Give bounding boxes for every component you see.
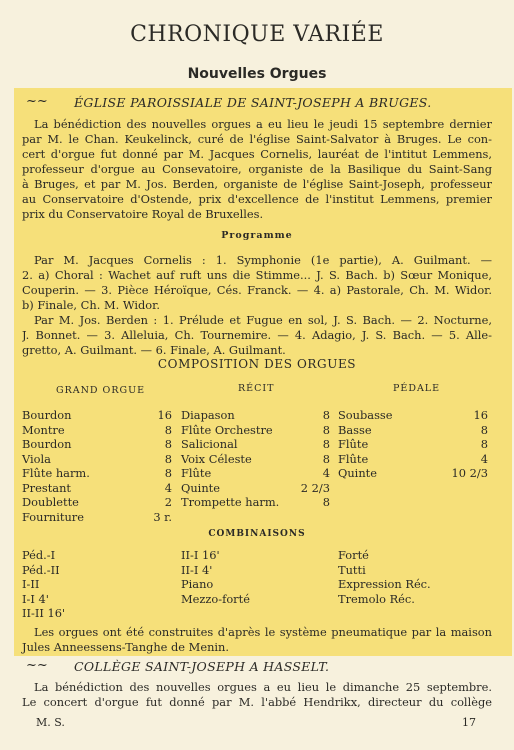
recit-stop-size: 2 2/3 xyxy=(300,480,330,495)
combinaison-item: Péd.-II xyxy=(22,562,60,577)
grand-orgue-stop-size: 16 xyxy=(157,408,172,422)
intro-line: professeur d'orgue au Consevatoire, organiste de la Basilique du Saint-Sang xyxy=(22,162,492,176)
closing-line: Jules Anneessens-Tanghe de Menin. xyxy=(22,640,230,654)
recit-stop-name: Flûte xyxy=(181,466,212,480)
grand-orgue-stop-size: 3 r. xyxy=(153,509,172,524)
grand-orgue-stop-name: Montre xyxy=(22,422,65,437)
programme-line: J. Bonnet. — 3. Alleluia, Ch. Tournemire. — 4. Adagio, J. S. Bach. — 5. Alle- xyxy=(22,328,492,342)
column-head-pedale: PÉDALE xyxy=(393,383,441,394)
recit-stop-size: 8 xyxy=(322,451,330,466)
grand-orgue-stop-size: 2 xyxy=(164,495,172,509)
recit-stop-name: Quinte xyxy=(181,480,220,495)
recit-stop-name: Salicional xyxy=(181,437,238,451)
ornament-swash-icon: ~~ xyxy=(26,94,48,109)
section-heading-hasselt: COLLÈGE SAINT-JOSEPH A HASSELT. xyxy=(74,659,330,674)
grand-orgue-stop-name: Doublette xyxy=(22,495,79,509)
recit-stop-name: Trompette harm. xyxy=(181,495,280,509)
programme-line: b) Finale, Ch. M. Widor. xyxy=(22,298,160,312)
pedale-stop-name: Soubasse xyxy=(338,408,393,422)
intro-line: par M. le Chan. Keukelinck, curé de l'église Saint-Salvator à Bruges. Le con- xyxy=(22,132,492,146)
recit-stop-size: 8 xyxy=(322,408,330,422)
section-heading-bruges: ÉGLISE PAROISSIALE DE SAINT-JOSEPH A BRUGES. xyxy=(74,95,432,110)
intro-line: cert d'orgue fut donné par M. Jacques Cornelis, lauréat de l'intitut Lemmens, xyxy=(22,147,492,161)
programme-line: Par M. Jos. Berden : 1. Prélude et Fugue en sol, J. S. Bach. — 2. Nocturne, xyxy=(34,313,492,327)
combinaison-item: II-I 16' xyxy=(181,548,220,562)
column-head-recit: RÉCIT xyxy=(238,383,275,394)
pedale-stop-size: 16 xyxy=(473,408,488,422)
recit-stop-name: Flûte Orchestre xyxy=(181,422,273,437)
combinaison-item: I-II xyxy=(22,577,40,591)
combinaison-item: Mezzo-forté xyxy=(181,591,250,606)
grand-orgue-stop-name: Flûte harm. xyxy=(22,466,90,480)
combinaison-item: Péd.-I xyxy=(22,548,56,562)
programme-line: gretto, A. Guilmant. — 6. Finale, A. Guilmant. xyxy=(22,343,286,357)
recit-stop-size: 4 xyxy=(322,466,330,480)
grand-orgue-stop-size: 8 xyxy=(164,437,172,451)
page-title: CHRONIQUE VARIÉE xyxy=(130,22,384,47)
grand-orgue-stop-size: 8 xyxy=(164,422,172,437)
combinaison-item: Forté xyxy=(338,548,369,562)
grand-orgue-stop-name: Bourdon xyxy=(22,437,72,451)
combinaison-item: Piano xyxy=(181,577,214,591)
intro-line: au Conservatoire d'Ostende, prix d'excellence de l'institut Lemmens, premier xyxy=(22,192,492,206)
hasselt-line: Le concert d'orgue fut donné par M. l'abbé Hendrikx, directeur du collège xyxy=(22,695,492,709)
combinaison-item: Tremolo Réc. xyxy=(338,591,415,606)
recit-stop-name: Voix Céleste xyxy=(181,451,252,466)
column-head-grand-orgue: GRAND ORGUE xyxy=(56,385,146,396)
pedale-stop-size: 10 2/3 xyxy=(451,466,488,480)
pedale-stop-size: 4 xyxy=(480,451,488,466)
grand-orgue-stop-name: Bourdon xyxy=(22,408,72,422)
recit-stop-size: 8 xyxy=(322,422,330,437)
combinaison-item: Expression Réc. xyxy=(338,577,431,591)
recit-stop-size: 8 xyxy=(322,495,330,509)
programme-title: Programme xyxy=(221,230,293,241)
hasselt-line: La bénédiction des nouvelles orgues a eu lieu le dimanche 25 septembre. xyxy=(34,680,492,694)
combinaisons-title: COMBINAISONS xyxy=(208,529,306,539)
grand-orgue-stop-size: 4 xyxy=(164,480,172,495)
closing-line: Les orgues ont été construites d'après le système pneumatique par la maison xyxy=(34,625,492,639)
page-subtitle: Nouvelles Orgues xyxy=(187,66,327,82)
pedale-stop-name: Flûte xyxy=(338,437,369,451)
pedale-stop-name: Flûte xyxy=(338,451,369,466)
composition-title: COMPOSITION DES ORGUES xyxy=(157,357,357,371)
grand-orgue-stop-size: 8 xyxy=(164,451,172,466)
combinaison-item: I-I 4' xyxy=(22,591,49,606)
grand-orgue-stop-name: Fourniture xyxy=(22,509,84,524)
programme-line: 2. a) Choral : Wachet auf ruft uns die Stimme... J. S. Bach. b) Sœur Monique, xyxy=(22,268,492,282)
grand-orgue-stop-name: Viola xyxy=(22,451,51,466)
programme-line: Couperin. — 3. Pièce Héroïque, Cés. Franck. — 4. a) Pastorale, Ch. M. Widor. xyxy=(22,283,492,297)
combinaison-item: Tutti xyxy=(338,562,366,577)
intro-line: La bénédiction des nouvelles orgues a eu lieu le jeudi 15 septembre dernier xyxy=(34,117,492,131)
combinaison-item: II-I 4' xyxy=(181,562,213,577)
recit-stop-name: Diapason xyxy=(181,408,235,422)
combinaison-item: II-II 16' xyxy=(22,606,66,620)
intro-line: prix du Conservatoire Royal de Bruxelles. xyxy=(22,207,264,221)
grand-orgue-stop-size: 8 xyxy=(164,466,172,480)
intro-line: à Bruges, et par M. Jos. Berden, organiste de l'église Saint-Joseph, professeur xyxy=(22,177,492,191)
footer-initials: M. S. xyxy=(36,716,65,729)
pedale-stop-size: 8 xyxy=(480,437,488,451)
grand-orgue-stop-name: Prestant xyxy=(22,480,71,495)
pedale-stop-name: Quinte xyxy=(338,466,377,480)
recit-stop-size: 8 xyxy=(322,437,330,451)
page-number: 17 xyxy=(462,716,476,729)
pedale-stop-name: Basse xyxy=(338,422,372,437)
programme-line: Par M. Jacques Cornelis : 1. Symphonie (1e partie), A. Guilmant. — xyxy=(34,253,492,267)
pedale-stop-size: 8 xyxy=(480,422,488,437)
ornament-swash-icon: ~~ xyxy=(26,658,48,673)
